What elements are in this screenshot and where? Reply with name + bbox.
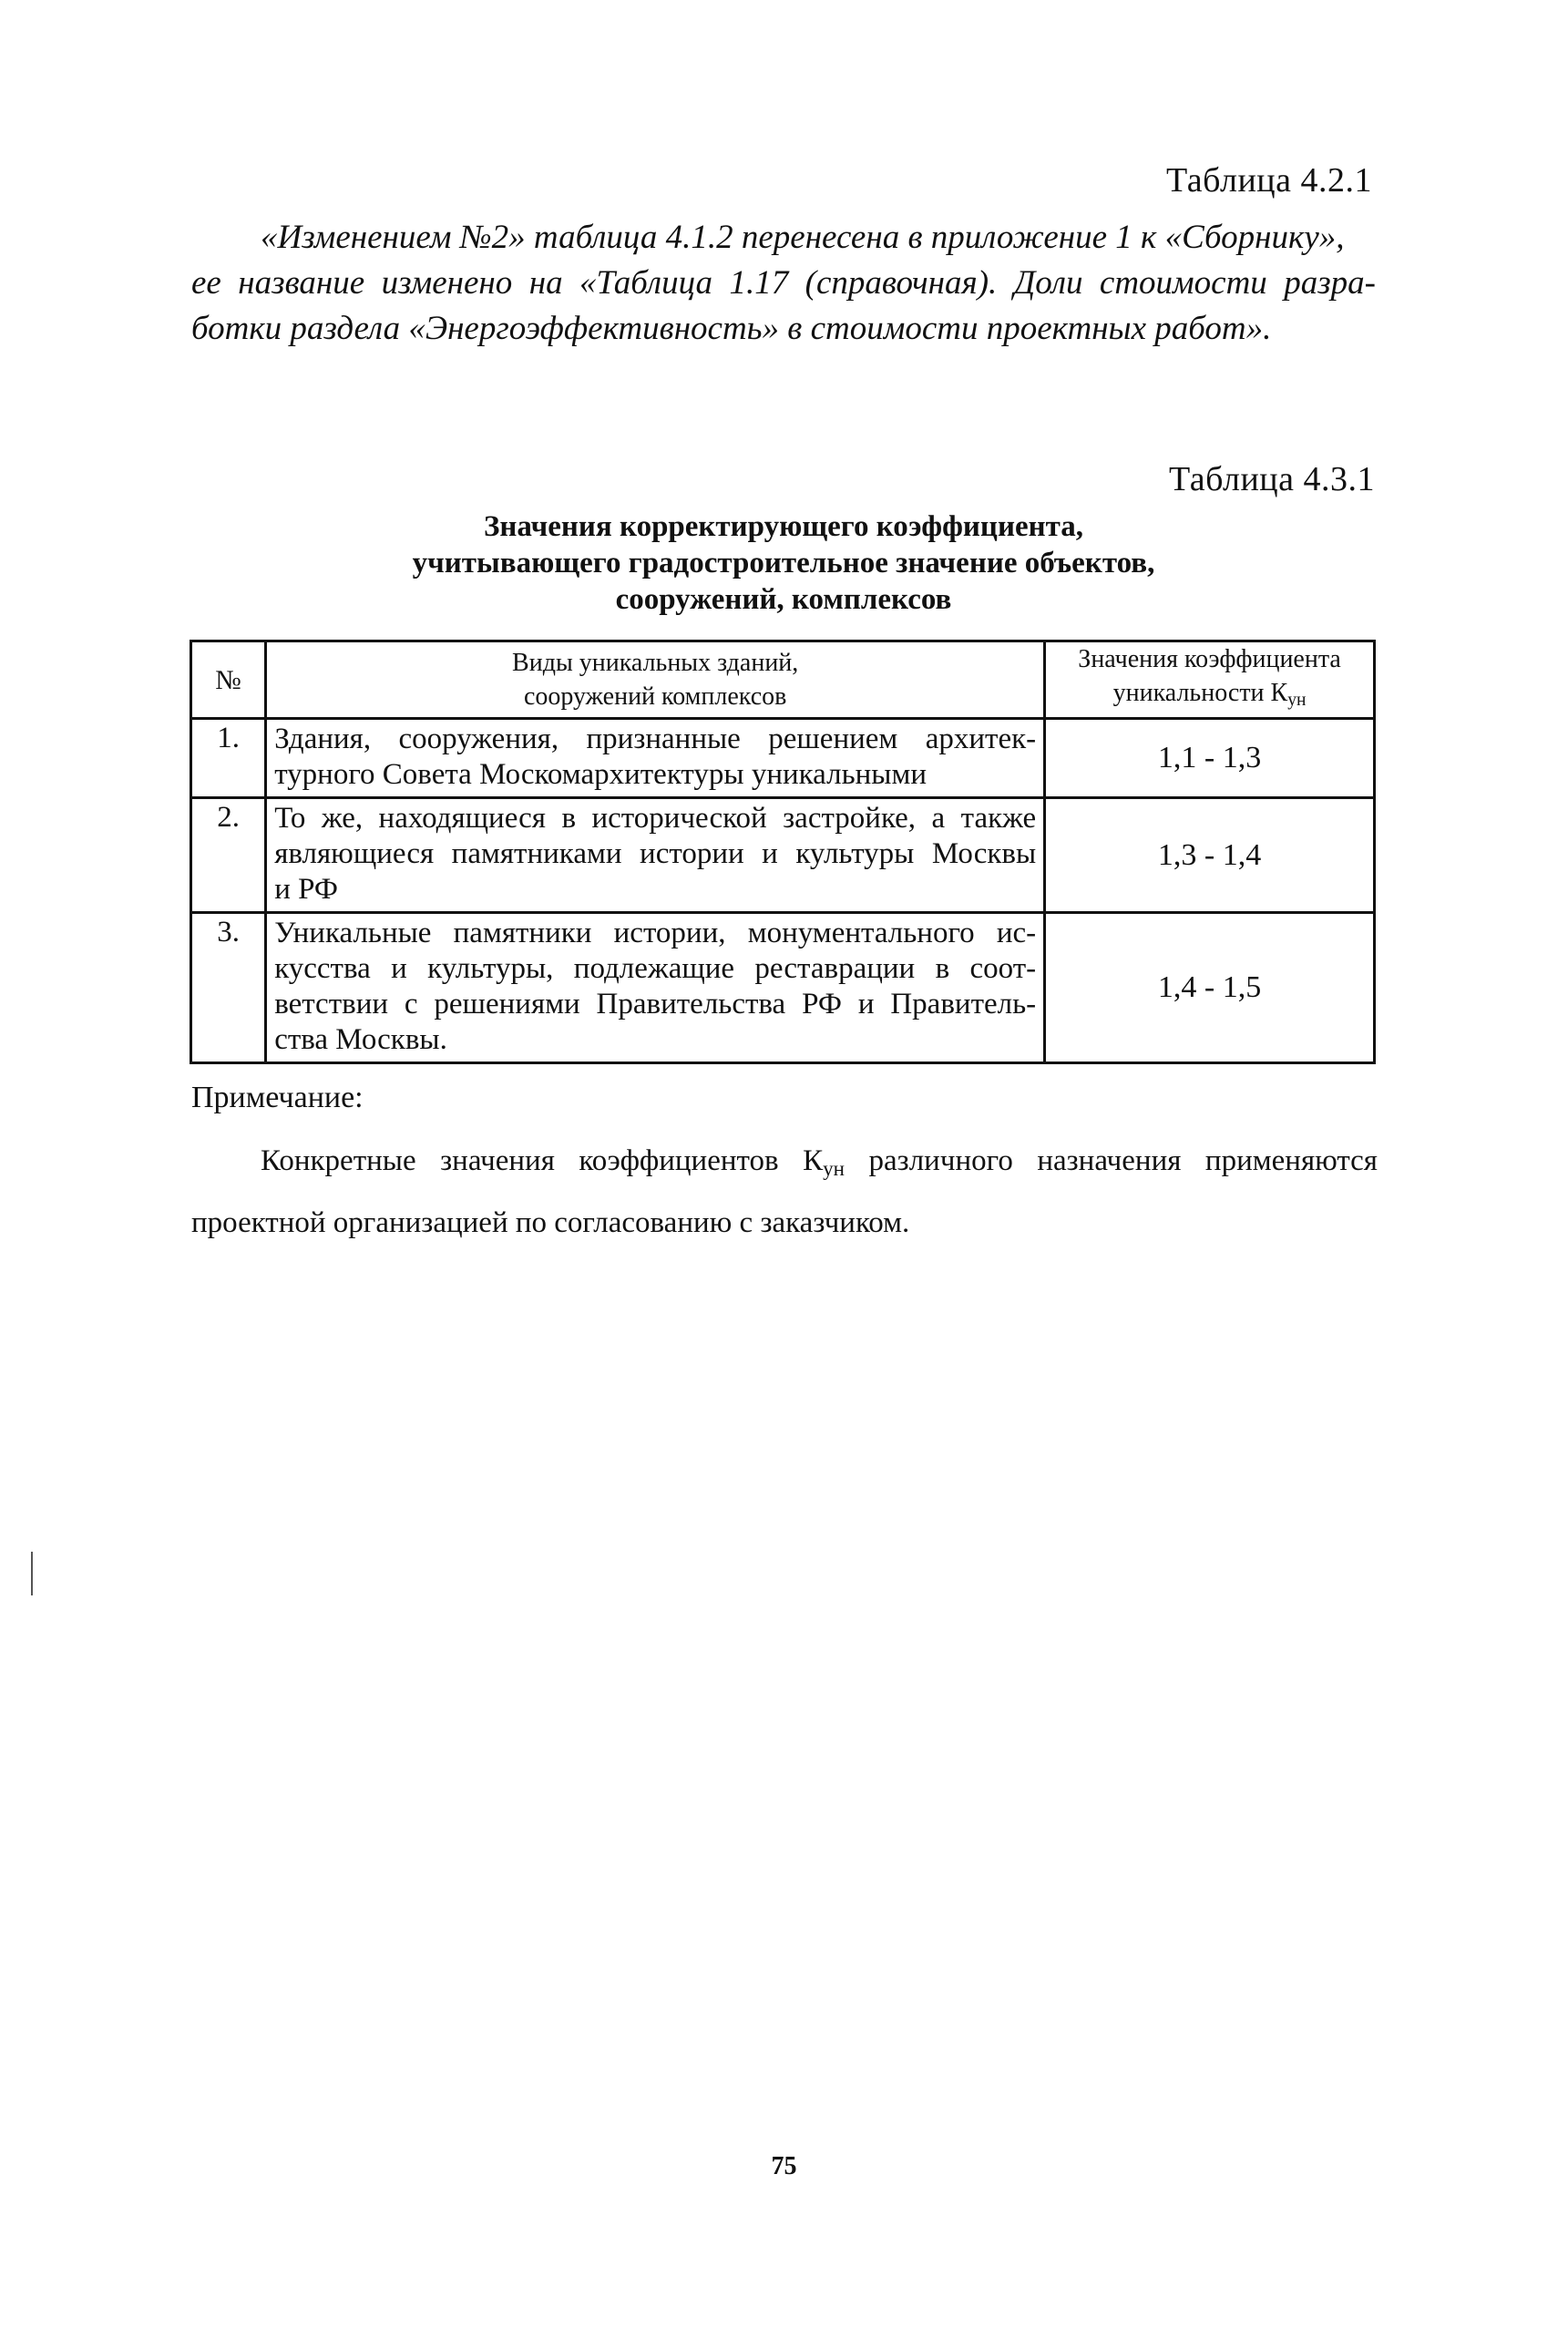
margin-scan-mark: [31, 1552, 33, 1595]
note-text-subscript: ун: [823, 1155, 845, 1180]
column-header-type: [266, 641, 1045, 719]
column-header-value-subscript: ун: [1287, 690, 1307, 710]
table-4-3-1-label: Таблица 4.3.1: [1168, 460, 1375, 498]
row-number: 3.: [191, 913, 266, 1063]
row-value: 1,3 - 1,4: [1045, 798, 1375, 913]
row-value: 1,1 - 1,3: [1045, 719, 1375, 798]
note-text-end: различного назначения применяются: [845, 1144, 1378, 1177]
row-type-line: турного Совета Москомархитектуры уникальными: [274, 758, 927, 791]
change-note-line: ботки раздела «Энергоэффективность» в стоимости проектных работ».: [191, 310, 1272, 347]
change-note-line: «Изменением №2» таблица 4.1.2 перенесена в приложение 1 к «Сборнику»,: [261, 219, 1345, 256]
row-number: 2.: [191, 798, 266, 913]
note-label: Примечание:: [191, 1081, 364, 1114]
column-header-num: №: [191, 641, 266, 719]
table-row: [191, 913, 1375, 1063]
column-header-type-line: Виды уникальных зданий,: [512, 649, 799, 677]
column-header-type-line: сооружений комплексов: [523, 682, 787, 711]
row-type: [266, 719, 1045, 798]
table-title-line: учитывающего градостроительное значение объектов,: [412, 547, 1155, 579]
row-type: [266, 798, 1045, 913]
coefficient-table: [190, 640, 1376, 1064]
change-note: [191, 215, 1376, 352]
row-type-line: ства Москвы.: [274, 1023, 447, 1056]
column-header-value-line: [1046, 676, 1373, 717]
column-header-value: [1045, 641, 1375, 719]
note-text-start: Конкретные значения коэффициентов К: [261, 1144, 824, 1177]
change-note-line: ее название изменено на «Таблица 1.17 (справочная). Доли стоимости разра-: [191, 264, 1376, 302]
row-type-line: кусства и культуры, подлежащие реставрации в соот-: [274, 952, 1037, 985]
note-text-line: [191, 1133, 1378, 1195]
table-title: [191, 508, 1376, 618]
column-header-value-text: уникальности К: [1112, 679, 1288, 708]
table-row: [191, 719, 1375, 798]
row-type-line: Здания, сооружения, признанные решением архитек-: [274, 723, 1037, 755]
row-type: [266, 913, 1045, 1063]
row-number: 1.: [191, 719, 266, 798]
table-title-line: Значения корректирующего коэффициента,: [483, 510, 1083, 543]
note-text: [191, 1133, 1378, 1250]
row-type-line: То же, находящиеся в исторической застройке, а также: [274, 802, 1037, 835]
table-4-2-1-label: Таблица 4.2.1: [1165, 161, 1372, 200]
row-type-line: ветствии с решениями Правительства РФ и Правитель-: [274, 988, 1037, 1020]
table-row: [191, 798, 1375, 913]
row-value: 1,4 - 1,5: [1045, 913, 1375, 1063]
page-number: 75: [771, 2152, 797, 2180]
row-type-line: и РФ: [274, 873, 338, 906]
row-type-line: Уникальные памятники истории, монументального ис-: [274, 917, 1037, 949]
note-text-line: проектной организацией по согласованию с заказчиком.: [191, 1205, 910, 1239]
row-type-line: являющиеся памятниками истории и культуры Москвы: [274, 837, 1037, 870]
column-header-value-line: Значения коэффициента: [1078, 645, 1341, 674]
table-title-line: сооружений, комплексов: [615, 583, 952, 616]
table-header-row: [191, 641, 1375, 719]
